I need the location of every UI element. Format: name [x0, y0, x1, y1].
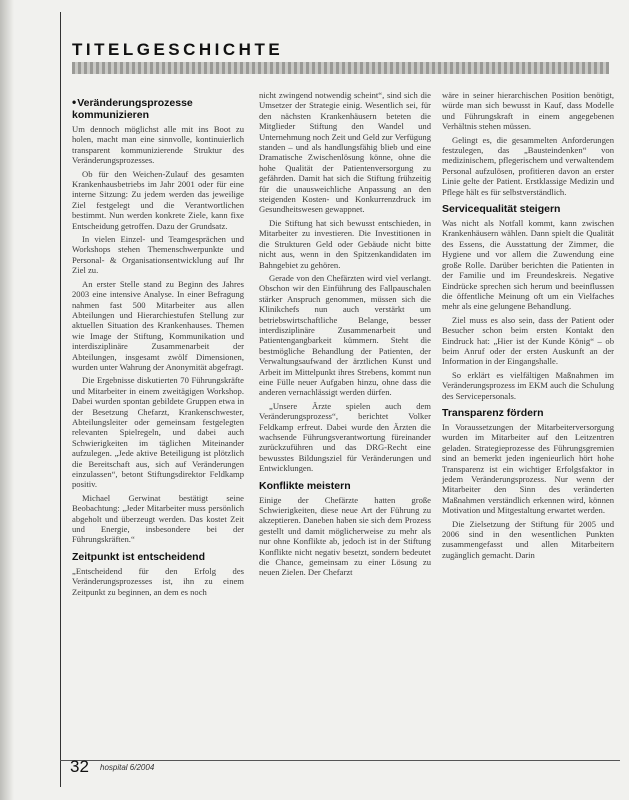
subheading [72, 551, 244, 563]
body-paragraph: Die Zielsetzung der Stiftung für 2005 und 2006 sind in den wesentlichen Punkten zusammengefasst und allen Mitarbeitern zugänglich gemacht. Darin [442, 518, 614, 560]
subheading [72, 96, 244, 121]
body-paragraph: Einige der Chefärzte hatten große Schwierigkeiten, diese neue Art der Führung zu akzeptieren. Daneben haben sie sich dem Prozess gestellt und damit möglicherweise zu mehr als nur ohne Konflikte ab, jedoch ist in der Stiftung Konflikte nicht negativ besetzt, sondern bedeutet die Chance, gemeinsam zu einer Lösung zu neuen Zielen. Der Chefarzt [259, 494, 431, 578]
body-paragraph: An erster Stelle stand zu Beginn des Jahres 2003 eine intensive Analyse. In einer Befragung nahmen fast 500 Mitarbeiter aus allen Abteilungen und Hierarchiestufen Stellung zur aktuellen Situation des Krankenhauses. Themen wie Image der Stiftung, Kommunikation und interdisziplinäre Zusammenarbeit der Abteilungen, insgesamt zwölf Dimensionen, wurden unter Wahrung der Anonymität abgefragt. [72, 278, 244, 372]
subheading [442, 407, 614, 419]
body-paragraph: Ziel muss es also sein, dass der Patient oder Besucher schon beim ersten Kontakt den Eindruck hat: „Hier ist der Kunde König“ – ob beim Anruf oder der ersten Auskunft an der Information in der Eingangshalle. [442, 314, 614, 367]
body-paragraph: Michael Gerwinat bestätigt seine Beobachtung: „Jeder Mitarbeiter muss persönlich abgeholt und überzeugt werden. Das kostet Zeit und Energie, insbesondere bei der Führungskräften.“ [72, 492, 244, 545]
left-margin-rule [60, 12, 61, 787]
title-bar [72, 62, 609, 74]
subheading-text: Zeitpunkt ist entscheidend [72, 550, 206, 563]
text-column-2 [259, 90, 431, 581]
subheading-text: Servicequalität steigern [442, 203, 561, 216]
body-paragraph: Die Stiftung hat sich bewusst entschieden, in Mitarbeiter zu investieren. Die Investitionen in die Strukturen Geld oder Gebäude nicht bitte nicht aus, wenn in den Spitzenkandidaten im Bahngebiet zu gehören. [259, 217, 431, 270]
footer-rule [60, 760, 620, 761]
body-paragraph: nicht zwingend notwendig scheint“, sind sich die Umsetzer der Strategie einig. Wesentlich sei, für den nächsten Krankenhäusern beteten die Mitglieder Stiftung den Wandel und Unternehmung noch Zeit und Geld zur Verfügung standen – und als handlungsfähig blieb und eine Dramatische Zwischenlösung könne, ohne die hohe Qualität der Patientenversorgung zu gefährden. Damit hat sich die Stiftung frühzeitig für die unausweichliche Anpassung an den steigenden Kosten- und Konkurrenzdruck im Gesundheitswesen gewappnet. [259, 90, 431, 215]
body-paragraph: Gelingt es, die gesammelten Anforderungen festzulegen, das „Bausteindenken“ von medizinischem, pflegerischem und verwaltendem Personal aufzulösen, profitieren davon an erster Linie gelte der Patient. Erstklassige Medizin und Pflege hält es für selbstverständlich. [442, 134, 614, 197]
journal-name: hospital 6/2004 [100, 763, 155, 772]
body-paragraph: In vielen Einzel- und Teamgesprächen und Workshops stehen Themenschwerpunkte und Personal- & Organisationsentwicklung auf Ihr Ziel zu. [72, 234, 244, 276]
body-paragraph: „Entscheidend für den Erfolg des Veränderungsprozesses ist, ihn zu einem Zeitpunkt zu beginnen, an dem es noch [72, 565, 244, 597]
bullet-icon: • [72, 95, 77, 109]
body-paragraph: Ob für den Weichen-Zulauf des gesamten Krankenhausbetriebs im Jahr 2001 oder für eine interne Sitzung: Zu jedem werden das jeweilige Ziel festgelegt und die Verantwortlichen bestimmt. Nun werden konkrete Ziele, kann fixe Entscheidung getroffen. Dazu der Grundsatz. [72, 168, 244, 231]
spine-shadow [0, 0, 14, 800]
subheading [442, 203, 614, 215]
body-paragraph: In Voraussetzungen der Mitarbeiterversorgung wurden im Mitarbeiter auf den Leitzentren geladen. Strategieprozesse des Führungsgremien sind an bemerkt jeden ingenieurlich hört hohe Transparenz ist ein wichtiger Erfolgsfaktor in jedem Veränderungsprozess. Nur wenn der Mitarbeiter den Sinn des veränderten Maßnahmen verständlich erkennen wird, können Motivation und Mitgestaltung erwartet werden. [442, 421, 614, 516]
body-paragraph: So erklärt es vielfältigen Maßnahmen im Veränderungsprozess im EKM auch die Schulung des Servicepersonals. [442, 369, 614, 401]
body-paragraph: Um dennoch möglichst alle mit ins Boot zu holen, macht man eine sinnvolle, kontinuierlich transparent kommunizierende Struktur des Veränderungsprozesses. [72, 124, 244, 166]
subheading-text: Konflikte meistern [259, 479, 351, 492]
body-paragraph: Die Ergebnisse diskutierten 70 Führungskräfte und Mitarbeiter in einem zweitägigen Workshop. Dabei wurden spontan gebildete Gruppen etwa in der Besetzung Chefarzt, Krankenschwester, Abteilungsleiter oder gemeinsam festgelegten relevanten Spielregeln, und dabei auch Schwierigkeiten im täglichen Miteinander aufzulegen. „Jede aktive Beteiligung ist plötzlich die Bereitschaft aus, sich auf Veränderungen einzulassen“, betont Stiftungsdirektor Feldkamp positiv. [72, 375, 244, 490]
text-column-1 [72, 90, 244, 600]
subheading [259, 480, 431, 492]
body-paragraph: wäre in seiner hierarchischen Position benötigt, würde man sich bewusst in Kauf, dass Modelle und Führungskraft in einem angegebenen Verhältnis stehen müssen. [442, 90, 614, 132]
subheading-text: Transparenz fördern [442, 406, 544, 419]
body-paragraph: Was nicht als Notfall kommt, kann zwischen Krankenhäusern wählen. Dann spielt die Qualität des Essens, die Ausstattung der Zimmer, die Hygiene und vor allem die Zuwendung eine große Rolle. Darüber berichten die Patienten in der Familie und im Freundeskreis. Negative Eindrücke sprechen sich herum und beeinflussen die öffentliche Meinung oft um ein Vielfaches mehr als eine gelungene Behandlung. [442, 218, 614, 312]
section-title: TITELGESCHICHTE [72, 40, 284, 59]
page-number: 32 [70, 757, 89, 776]
body-paragraph: „Unsere Ärzte spielen auch dem Veränderungsprozess“, berichtet Volker Feldkamp erfreut. Dabei wurde den Ärzten die wachsende Führungsverantwortung füreinander zurückzuführen und das DRG-Recht eine bewusstes Bildungsziel für Veränderungen und Entwicklungen. [259, 400, 431, 474]
text-column-3 [442, 90, 614, 563]
body-paragraph: Gerade von den Chefärzten wird viel verlangt. Obschon wir den Einführung des Fallpauschalen stärker Anspruch genommen, müssen sich die Klinikchefs nun auch verstärkt um betriebswirtschaftliche Belange, besser interdisziplinäre Zusammenarbeit und Patientengangbarkeit kümmern. Steht die bestmögliche Behandlung der Patienten, der Verwaltungsaufwand der ärztlichen Kunst und Arbeit im Mittelpunkt ihres Strebens, kommt nun eine Fülle neuer Aufgaben hinzu, ohne dass die anderen vernachlässigt werden dürfen. [259, 272, 431, 398]
subheading-text: Veränderungsprozesse kommunizieren [72, 97, 193, 121]
